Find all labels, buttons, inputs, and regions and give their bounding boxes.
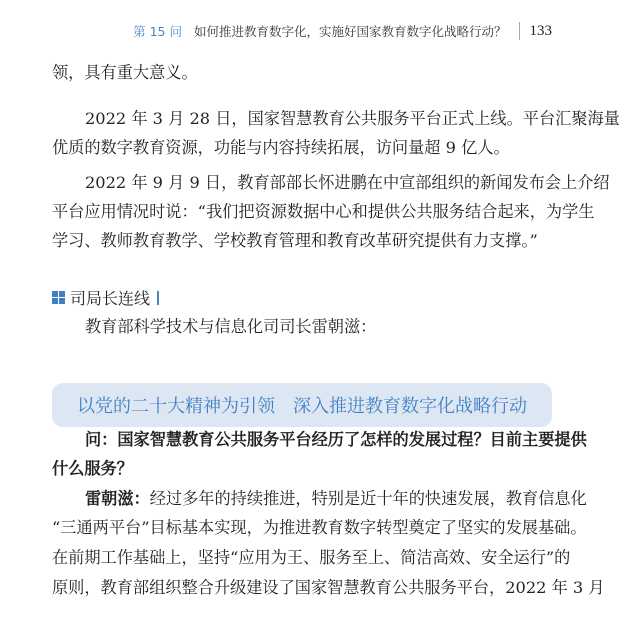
- paragraph-line: 优质的数字教育资源，功能与内容持续拓展，访问量超 9 亿人。: [52, 138, 510, 157]
- speaker-name: 雷朝滋：: [85, 489, 150, 508]
- answer-line: 在前期工作基础上，坚持“应用为王、服务至上、简洁高效、安全运行”的: [52, 548, 571, 567]
- chapter-title: 如何推进教育数字化，实施好国家教育数字化战略行动？: [193, 24, 507, 39]
- speaker-intro: 教育部科学技术与信息化司司长雷朝滋：: [85, 317, 377, 336]
- paragraph-line: 2022 年 3 月 28 日，国家智慧教育公共服务平台正式上线。平台汇聚海量: [85, 109, 620, 128]
- question-line: 问：国家智慧教育公共服务平台经历了怎样的发展过程？目前主要提供: [85, 430, 587, 449]
- answer-text: 经过多年的持续推进，特别是近十年的快速发展，教育信息化: [149, 489, 587, 508]
- answer-line: 原则，教育部组织整合升级建设了国家智慧教育公共服务平台，2022 年 3 月: [52, 578, 605, 597]
- answer-line: [52, 484, 587, 514]
- paragraph-line: 领，具有重大意义。: [52, 63, 198, 82]
- header-divider: [519, 22, 520, 40]
- paragraph-line: 平台应用情况时说：“我们把资源数据中心和提供公共服务结合起来，为学生: [52, 202, 595, 221]
- interview-banner: 以党的二十大精神为引领 深入推进教育数字化战略行动: [52, 383, 552, 427]
- section-heading: [52, 286, 159, 309]
- running-header: [133, 22, 552, 40]
- question-line: 什么服务？: [52, 459, 133, 478]
- paragraph-line: 2022 年 9 月 9 日，教育部部长怀进鹏在中宣部组织的新闻发布会上介绍: [85, 173, 610, 192]
- question-number: 第 15 问: [133, 24, 182, 39]
- section-title: 司局长连线: [70, 289, 151, 308]
- paragraph-line: 学习、教师教育教学、学校教育管理和教育改革研究提供有力支撑。”: [52, 231, 538, 250]
- heading-bar: [157, 291, 159, 305]
- answer-line: “三通两平台”目标基本实现，为推进教育数字转型奠定了坚实的发展基础。: [52, 518, 587, 537]
- page-number: 133: [529, 22, 552, 39]
- grid-icon: [52, 291, 65, 304]
